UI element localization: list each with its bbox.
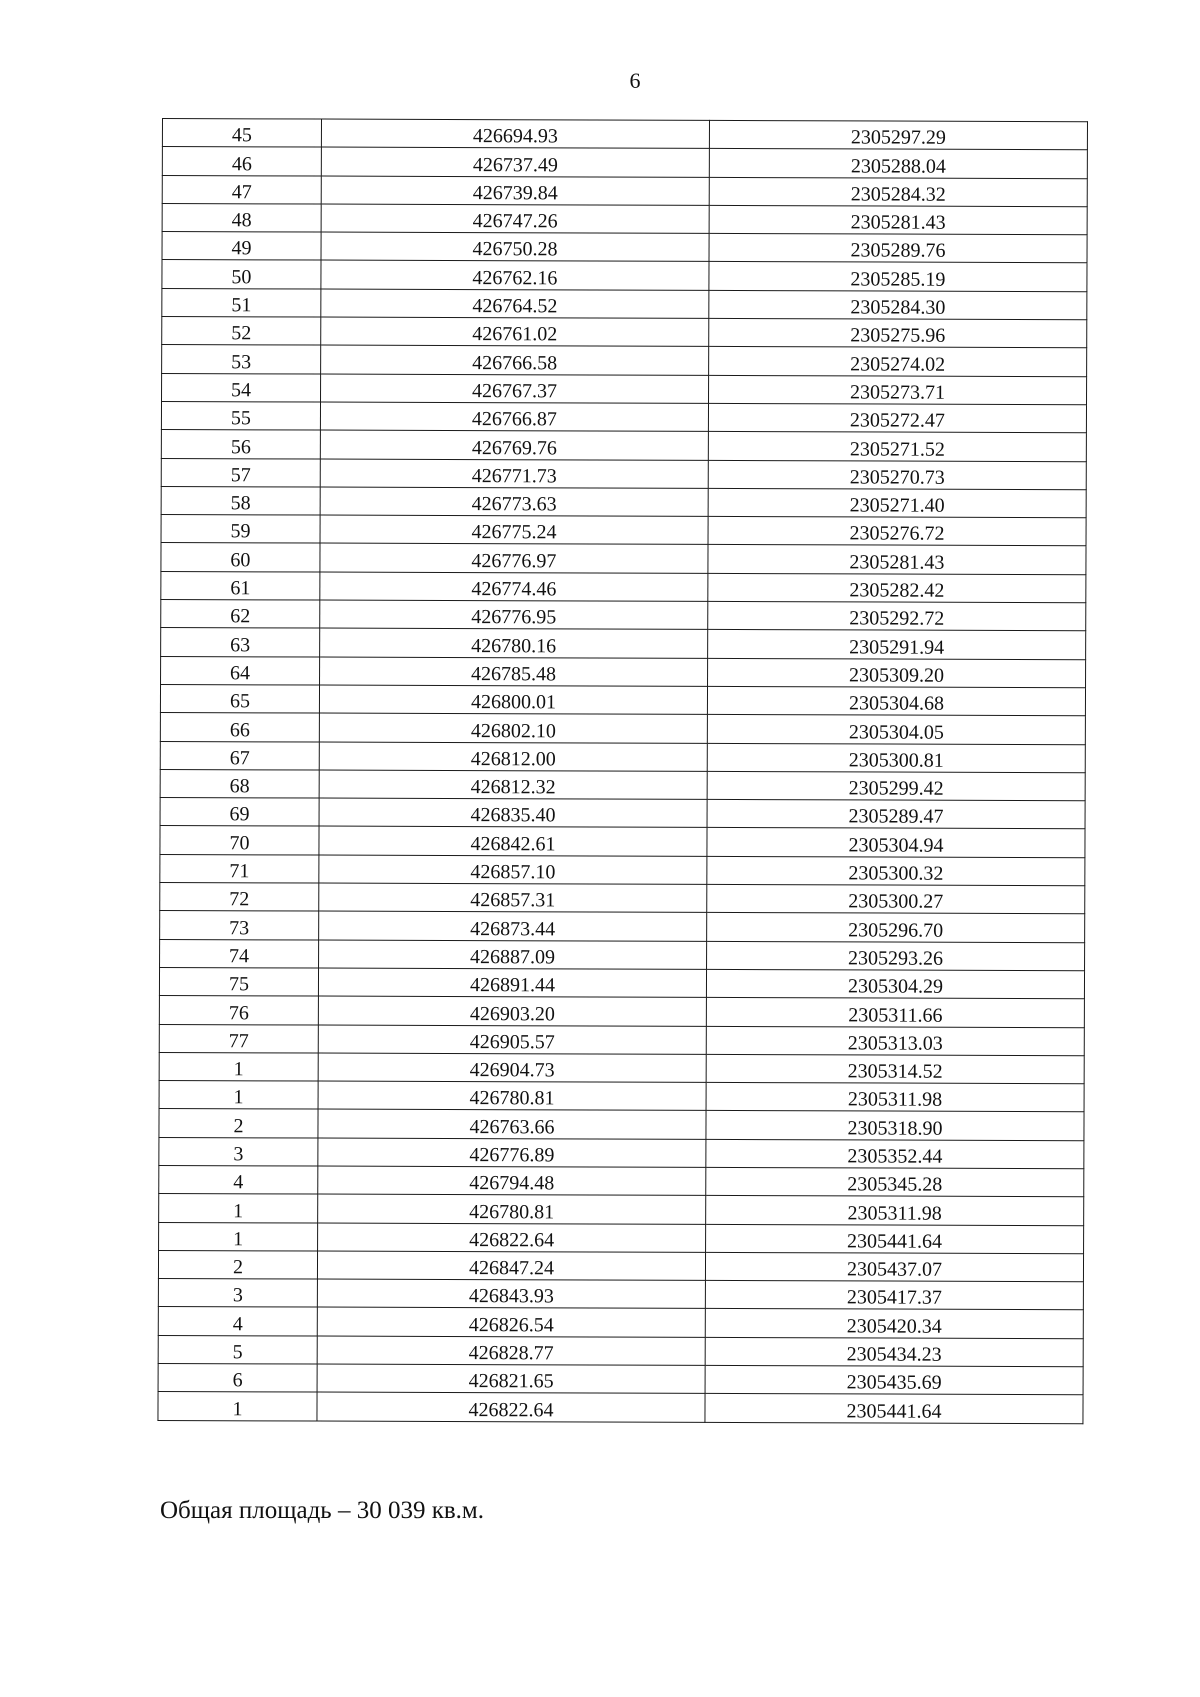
x-coordinate-cell: 426776.97 [320, 544, 708, 574]
y-coordinate-cell: 2305352.44 [706, 1139, 1084, 1169]
x-coordinate-cell: 426802.10 [319, 713, 707, 743]
point-number-cell: 50 [162, 260, 321, 289]
x-coordinate-cell: 426785.48 [320, 657, 708, 687]
y-coordinate-cell: 2305284.32 [709, 177, 1087, 207]
table-row [158, 1250, 1083, 1282]
point-number-cell: 1 [159, 1194, 318, 1223]
y-coordinate-cell: 2305289.76 [709, 234, 1087, 264]
table-row [161, 571, 1086, 603]
point-number-cell: 76 [159, 996, 318, 1025]
point-number-cell: 1 [159, 1222, 318, 1251]
table-row [158, 1392, 1083, 1424]
y-coordinate-cell: 2305300.27 [707, 884, 1085, 914]
point-number-cell: 53 [162, 345, 321, 374]
point-number-cell: 5 [158, 1335, 317, 1364]
total-area-text: Общая площадь – 30 039 кв.м. [160, 1497, 484, 1524]
point-number-cell: 4 [159, 1165, 318, 1194]
x-coordinate-cell: 426873.44 [319, 911, 707, 941]
x-coordinate-cell: 426780.16 [320, 628, 708, 658]
table-row [161, 458, 1086, 490]
table-row [160, 798, 1085, 830]
y-coordinate-cell: 2305274.02 [709, 347, 1087, 377]
point-number-cell: 75 [159, 967, 318, 996]
table-row [159, 1165, 1084, 1197]
x-coordinate-cell: 426857.10 [319, 855, 707, 885]
point-number-cell: 74 [160, 939, 319, 968]
x-coordinate-cell: 426887.09 [319, 940, 707, 970]
x-coordinate-cell: 426903.20 [318, 996, 706, 1026]
y-coordinate-cell: 2305276.72 [708, 517, 1086, 547]
y-coordinate-cell: 2305281.43 [708, 545, 1086, 575]
point-number-cell: 66 [160, 713, 319, 742]
point-number-cell: 1 [158, 1392, 317, 1421]
table-row [161, 628, 1086, 660]
y-coordinate-cell: 2305304.29 [706, 969, 1084, 999]
x-coordinate-cell: 426835.40 [319, 798, 707, 828]
y-coordinate-cell: 2305435.69 [705, 1365, 1083, 1395]
y-coordinate-cell: 2305314.52 [706, 1054, 1084, 1084]
y-coordinate-cell: 2305293.26 [707, 941, 1085, 971]
table-row [161, 486, 1086, 518]
x-coordinate-cell: 426812.32 [319, 770, 707, 800]
point-number-cell: 51 [162, 288, 321, 317]
x-coordinate-cell: 426773.63 [320, 487, 708, 517]
y-coordinate-cell: 2305282.42 [708, 573, 1086, 603]
table-row [162, 175, 1087, 207]
point-number-cell: 3 [158, 1279, 317, 1308]
table-row [160, 826, 1085, 858]
y-coordinate-cell: 2305318.90 [706, 1111, 1084, 1141]
page-number: 6 [629, 68, 641, 93]
table-row [160, 883, 1085, 915]
y-coordinate-cell: 2305275.96 [709, 318, 1087, 348]
point-number-cell: 3 [159, 1137, 318, 1166]
table-row [159, 1024, 1084, 1056]
y-coordinate-cell: 2305345.28 [706, 1167, 1084, 1197]
x-coordinate-cell: 426904.73 [318, 1053, 706, 1083]
point-number-cell: 58 [161, 486, 320, 515]
table-row [162, 317, 1087, 349]
y-coordinate-cell: 2305313.03 [706, 1026, 1084, 1056]
point-number-cell: 64 [161, 656, 320, 685]
table-row [158, 1335, 1083, 1367]
point-number-cell: 46 [162, 147, 321, 176]
table-row [162, 147, 1087, 179]
y-coordinate-cell: 2305296.70 [707, 913, 1085, 943]
point-number-cell: 56 [161, 430, 320, 459]
point-number-cell: 54 [162, 373, 321, 402]
point-number-cell: 72 [160, 883, 319, 912]
table-row [159, 1109, 1084, 1141]
y-coordinate-cell: 2305291.94 [708, 630, 1086, 660]
table-row [159, 1222, 1084, 1254]
x-coordinate-cell: 426766.87 [320, 402, 708, 432]
x-coordinate-cell: 426762.16 [321, 261, 709, 291]
point-number-cell: 6 [158, 1364, 317, 1393]
y-coordinate-cell: 2305281.43 [709, 205, 1087, 235]
point-number-cell: 61 [161, 571, 320, 600]
y-coordinate-cell: 2305271.52 [708, 432, 1086, 462]
table-row [162, 232, 1087, 264]
point-number-cell: 48 [162, 203, 321, 232]
x-coordinate-cell: 426847.24 [317, 1251, 705, 1281]
x-coordinate-cell: 426776.95 [320, 600, 708, 630]
y-coordinate-cell: 2305285.19 [709, 262, 1087, 292]
y-coordinate-cell: 2305271.40 [708, 488, 1086, 518]
x-coordinate-cell: 426764.52 [321, 289, 709, 319]
x-coordinate-cell: 426794.48 [318, 1166, 706, 1196]
table-row [161, 430, 1086, 462]
table-row [159, 1081, 1084, 1113]
y-coordinate-cell: 2305304.94 [707, 828, 1085, 858]
point-number-cell: 70 [160, 826, 319, 855]
x-coordinate-cell: 426800.01 [319, 685, 707, 715]
point-number-cell: 77 [159, 1024, 318, 1053]
y-coordinate-cell: 2305309.20 [708, 658, 1086, 688]
y-coordinate-cell: 2305297.29 [709, 120, 1087, 150]
x-coordinate-cell: 426821.65 [317, 1364, 705, 1394]
y-coordinate-cell: 2305417.37 [705, 1281, 1083, 1311]
x-coordinate-cell: 426769.76 [320, 430, 708, 460]
y-coordinate-cell: 2305441.64 [705, 1394, 1083, 1424]
x-coordinate-cell: 426771.73 [320, 459, 708, 489]
y-coordinate-cell: 2305311.66 [706, 998, 1084, 1028]
y-coordinate-cell: 2305292.72 [708, 601, 1086, 631]
y-coordinate-cell: 2305299.42 [707, 771, 1085, 801]
x-coordinate-cell: 426761.02 [321, 317, 709, 347]
x-coordinate-cell: 426750.28 [321, 232, 709, 262]
point-number-cell: 4 [158, 1307, 317, 1336]
y-coordinate-cell: 2305288.04 [709, 149, 1087, 179]
table-row [161, 515, 1086, 547]
x-coordinate-cell: 426766.58 [321, 345, 709, 375]
point-number-cell: 65 [160, 684, 319, 713]
point-number-cell: 2 [158, 1250, 317, 1279]
x-coordinate-cell: 426747.26 [321, 204, 709, 234]
table-row [159, 1052, 1084, 1084]
table-row [160, 741, 1085, 773]
x-coordinate-cell: 426737.49 [321, 147, 709, 177]
y-coordinate-cell: 2305304.68 [707, 686, 1085, 716]
table-row [162, 203, 1087, 235]
point-number-cell: 71 [160, 854, 319, 883]
table-row [159, 1194, 1084, 1226]
x-coordinate-cell: 426780.81 [318, 1194, 706, 1224]
table-row [158, 1307, 1083, 1339]
y-coordinate-cell: 2305304.05 [707, 715, 1085, 745]
table-row [160, 684, 1085, 716]
point-number-cell: 47 [162, 175, 321, 204]
point-number-cell: 68 [160, 769, 319, 798]
table-row [161, 401, 1086, 433]
coordinates-table [157, 118, 1088, 1424]
point-number-cell: 1 [159, 1052, 318, 1081]
table-row [160, 713, 1085, 745]
x-coordinate-cell: 426774.46 [320, 572, 708, 602]
table-row [162, 373, 1087, 405]
x-coordinate-cell: 426780.81 [318, 1081, 706, 1111]
x-coordinate-cell: 426822.64 [318, 1223, 706, 1253]
table-row [160, 939, 1085, 971]
point-number-cell: 60 [161, 543, 320, 572]
table-row [161, 656, 1086, 688]
point-number-cell: 55 [161, 401, 320, 430]
point-number-cell: 63 [161, 628, 320, 657]
table-row [161, 600, 1086, 632]
x-coordinate-cell: 426739.84 [321, 176, 709, 206]
x-coordinate-cell: 426776.89 [318, 1138, 706, 1168]
point-number-cell: 69 [160, 798, 319, 827]
y-coordinate-cell: 2305272.47 [708, 403, 1086, 433]
y-coordinate-cell: 2305311.98 [706, 1082, 1084, 1112]
y-coordinate-cell: 2305284.30 [709, 290, 1087, 320]
table-row [162, 119, 1087, 151]
table-row [159, 967, 1084, 999]
table-row [159, 996, 1084, 1028]
point-number-cell: 1 [159, 1081, 318, 1110]
point-number-cell: 57 [161, 458, 320, 487]
table-row [159, 1137, 1084, 1169]
point-number-cell: 49 [162, 232, 321, 261]
table-row [162, 260, 1087, 292]
x-coordinate-cell: 426843.93 [317, 1279, 705, 1309]
y-coordinate-cell: 2305273.71 [709, 375, 1087, 405]
y-coordinate-cell: 2305300.32 [707, 856, 1085, 886]
coordinates-table-body [158, 119, 1088, 1424]
x-coordinate-cell: 426857.31 [319, 883, 707, 913]
x-coordinate-cell: 426905.57 [318, 1025, 706, 1055]
point-number-cell: 59 [161, 515, 320, 544]
x-coordinate-cell: 426812.00 [319, 742, 707, 772]
table-row [160, 854, 1085, 886]
x-coordinate-cell: 426767.37 [321, 374, 709, 404]
x-coordinate-cell: 426694.93 [321, 119, 709, 149]
y-coordinate-cell: 2305311.98 [706, 1196, 1084, 1226]
y-coordinate-cell: 2305434.23 [705, 1337, 1083, 1367]
x-coordinate-cell: 426828.77 [317, 1336, 705, 1366]
table-row [160, 769, 1085, 801]
table-row [162, 288, 1087, 320]
x-coordinate-cell: 426763.66 [318, 1109, 706, 1139]
x-coordinate-cell: 426842.61 [319, 826, 707, 856]
y-coordinate-cell: 2305420.34 [705, 1309, 1083, 1339]
point-number-cell: 45 [162, 119, 321, 148]
point-number-cell: 73 [160, 911, 319, 940]
x-coordinate-cell: 426891.44 [318, 968, 706, 998]
table-row [160, 911, 1085, 943]
y-coordinate-cell: 2305441.64 [706, 1224, 1084, 1254]
y-coordinate-cell: 2305300.81 [707, 743, 1085, 773]
point-number-cell: 52 [162, 317, 321, 346]
table-row [162, 345, 1087, 377]
point-number-cell: 62 [161, 600, 320, 629]
point-number-cell: 67 [160, 741, 319, 770]
x-coordinate-cell: 426775.24 [320, 515, 708, 545]
y-coordinate-cell: 2305289.47 [707, 800, 1085, 830]
point-number-cell: 2 [159, 1109, 318, 1138]
x-coordinate-cell: 426822.64 [317, 1392, 705, 1422]
table-row [158, 1279, 1083, 1311]
table-row [161, 543, 1086, 575]
table-row [158, 1364, 1083, 1396]
x-coordinate-cell: 426826.54 [317, 1308, 705, 1338]
y-coordinate-cell: 2305270.73 [708, 460, 1086, 490]
y-coordinate-cell: 2305437.07 [705, 1252, 1083, 1282]
